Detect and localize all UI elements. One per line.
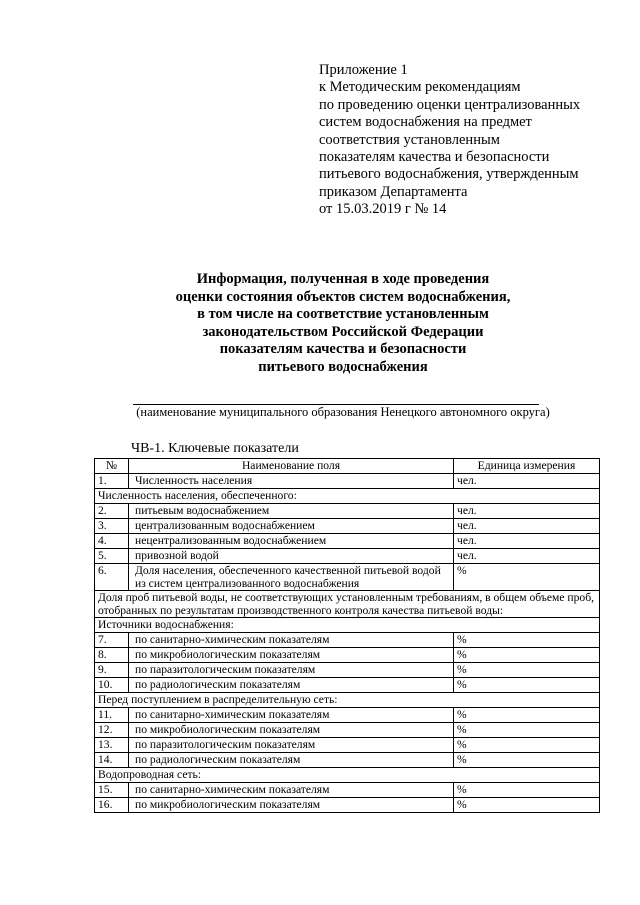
annex-line: приказом Департамента	[319, 183, 468, 200]
annex-line: Приложение 1	[319, 62, 408, 78]
group-label-cell: Доля проб питьевой воды, не соответствующих установленным требованиям, в общем объеме проб, отобранных по результатам производственного контроля качества питьевой воды:	[95, 591, 600, 618]
name-cell: по паразитологическим показателям	[129, 738, 454, 753]
name-cell: по радиологическим показателям	[129, 678, 454, 693]
annex-line: показателям качества и безопасности	[319, 149, 550, 166]
group-label-cell: Водопроводная сеть:	[95, 768, 600, 783]
group-label-cell: Источники водоснабжения:	[95, 618, 600, 633]
unit-cell: %	[454, 708, 600, 723]
name-cell: по паразитологическим показателям	[129, 663, 454, 678]
number-cell: 14.	[95, 753, 129, 768]
name-cell: нецентрализованным водоснабжением	[129, 534, 454, 549]
table-row	[95, 534, 600, 549]
name-cell: централизованным водоснабжением	[129, 519, 454, 534]
table-row	[95, 504, 600, 519]
number-cell: 5.	[95, 549, 129, 564]
unit-cell: %	[454, 633, 600, 648]
number-cell: 4.	[95, 534, 129, 549]
table-row	[95, 474, 600, 489]
name-cell: по радиологическим показателям	[129, 753, 454, 768]
table-row	[95, 678, 600, 693]
name-cell: по микробиологическим показателям	[129, 723, 454, 738]
title-line: показателям качества и безопасности	[219, 341, 467, 358]
table-row	[95, 798, 600, 813]
number-cell: 10.	[95, 678, 129, 693]
unit-cell: %	[454, 564, 600, 591]
header-cell-name: Наименование поля	[129, 459, 454, 474]
title-line: законодательством Российской Федерации	[202, 323, 484, 340]
unit-cell: %	[454, 753, 600, 768]
table-group-row	[95, 618, 600, 633]
table-header-row	[95, 459, 600, 474]
table-row	[95, 738, 600, 753]
title-line: Информация, полученная в ходе проведения	[196, 271, 490, 287]
annex-block	[319, 62, 619, 219]
unit-cell: %	[454, 678, 600, 693]
name-cell: по санитарно-химическим показателям	[129, 783, 454, 798]
annex-line: от 15.03.2019 г № 14	[319, 201, 447, 218]
unit-cell: чел.	[454, 549, 600, 564]
unit-cell: %	[454, 723, 600, 738]
number-cell: 12.	[95, 723, 129, 738]
number-cell: 15.	[95, 783, 129, 798]
name-cell: по санитарно-химическим показателям	[129, 708, 454, 723]
unit-cell: чел.	[454, 534, 600, 549]
annex-line: питьевого водоснабжения, утвержденным	[319, 166, 579, 183]
table-group-row	[95, 693, 600, 708]
municipality-caption: (наименование муниципального образования Ненецкого автономного округа)	[136, 405, 550, 419]
table-row	[95, 519, 600, 534]
table-row	[95, 783, 600, 798]
group-label-cell: Перед поступлением в распределительную сеть:	[95, 693, 600, 708]
unit-cell: чел.	[454, 504, 600, 519]
number-cell: 6.	[95, 564, 129, 591]
annex-line: систем водоснабжения на предмет	[319, 114, 532, 131]
table-row	[95, 723, 600, 738]
number-cell: 11.	[95, 708, 129, 723]
name-cell: питьевым водоснабжением	[129, 504, 454, 519]
unit-cell: чел.	[454, 474, 600, 489]
name-cell: Доля населения, обеспеченного качественной питьевой водой из систем централизованного водоснабжения	[129, 564, 454, 591]
title-line: оценки состояния объектов систем водоснабжения,	[175, 288, 511, 305]
header-cell-number: №	[95, 459, 129, 474]
key-indicators-table	[94, 458, 600, 813]
annex-line: соответствия установленным	[319, 131, 500, 148]
table-row	[95, 564, 600, 591]
name-cell: Численность населения	[129, 474, 454, 489]
title-line: в том числе на соответствие установленным	[197, 306, 489, 323]
number-cell: 8.	[95, 648, 129, 663]
number-cell: 1.	[95, 474, 129, 489]
name-cell: по микробиологическим показателям	[129, 798, 454, 813]
number-cell: 2.	[95, 504, 129, 519]
unit-cell: %	[454, 648, 600, 663]
table-group-row	[95, 591, 600, 618]
unit-cell: %	[454, 738, 600, 753]
number-cell: 7.	[95, 633, 129, 648]
document-title	[100, 271, 586, 377]
table-row	[95, 648, 600, 663]
number-cell: 9.	[95, 663, 129, 678]
table-row	[95, 708, 600, 723]
table-row	[95, 753, 600, 768]
group-label-cell: Численность населения, обеспеченного:	[95, 489, 600, 504]
table-group-row	[95, 768, 600, 783]
number-cell: 16.	[95, 798, 129, 813]
table-row	[95, 549, 600, 564]
number-cell: 13.	[95, 738, 129, 753]
table-group-row	[95, 489, 600, 504]
number-cell: 3.	[95, 519, 129, 534]
section-title: ЧВ-1. Ключевые показатели	[131, 441, 299, 456]
table-row	[95, 663, 600, 678]
name-cell: по санитарно-химическим показателям	[129, 633, 454, 648]
name-cell: привозной водой	[129, 549, 454, 564]
unit-cell: %	[454, 783, 600, 798]
unit-cell: %	[454, 798, 600, 813]
name-cell: по микробиологическим показателям	[129, 648, 454, 663]
header-cell-unit: Единица измерения	[454, 459, 600, 474]
unit-cell: чел.	[454, 519, 600, 534]
title-line: питьевого водоснабжения	[258, 358, 428, 375]
annex-line: к Методическим рекомендациям	[319, 79, 521, 96]
table-row	[95, 633, 600, 648]
unit-cell: %	[454, 663, 600, 678]
annex-line: по проведению оценки централизованных	[319, 96, 581, 113]
